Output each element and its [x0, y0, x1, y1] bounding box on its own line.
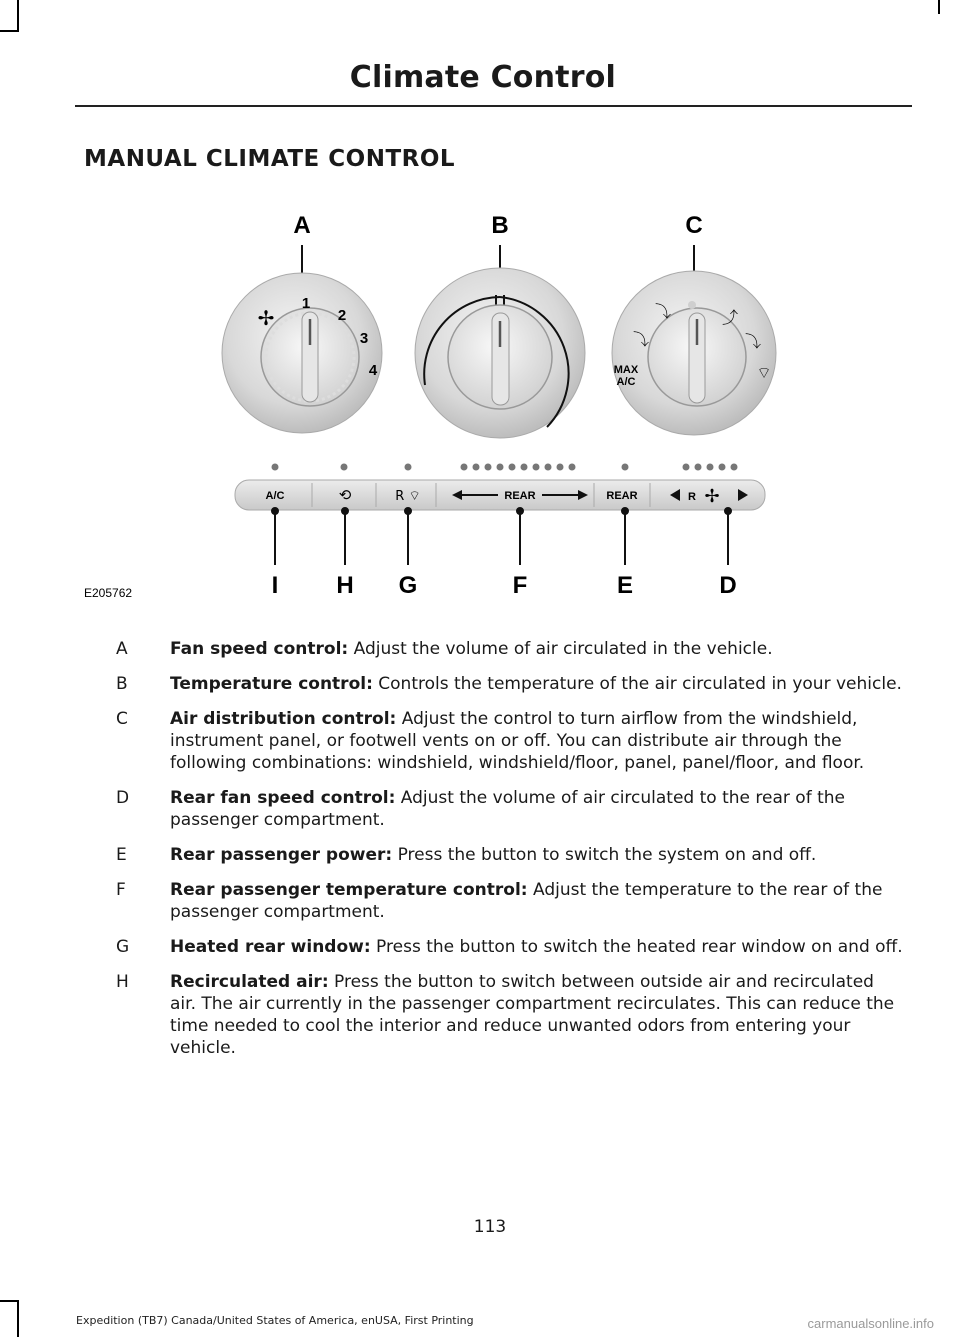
description-title: Air distribution control: — [170, 709, 397, 729]
header-divider — [75, 105, 912, 107]
defrost-icon: ⌔ — [756, 363, 772, 382]
description-letter: C — [116, 709, 128, 729]
fan-number-4: 4 — [368, 362, 378, 379]
callout-a: A — [293, 212, 311, 239]
description-title: Rear passenger temperature control: — [170, 880, 528, 900]
callout-g: G — [398, 572, 418, 599]
panel-vent-icon: ⤴ — [721, 308, 739, 327]
rear-fan-icon: ✢ — [704, 486, 720, 507]
crop-mark-bottom-left-h — [0, 1300, 19, 1302]
callout-c: C — [685, 212, 703, 239]
max-ac-label-ac: A/C — [616, 376, 636, 388]
description-item — [84, 673, 904, 695]
callout-d: D — [719, 572, 737, 599]
description-item — [84, 971, 904, 1059]
max-ac-label-max: MAX — [613, 364, 639, 376]
button-bar — [235, 480, 765, 510]
description-item — [84, 844, 904, 866]
climate-control-figure — [80, 195, 880, 610]
description-title: Fan speed control: — [170, 639, 349, 659]
watermark: carmanualsonline.info — [807, 1316, 934, 1331]
description-letter: F — [116, 880, 126, 900]
description-body: Press the button to switch the heated rear window on and off. — [370, 937, 903, 957]
floor-vent-icon: ⤵ — [654, 302, 672, 321]
description-body: Press the button to switch the system on and off. — [392, 845, 817, 865]
indicator-dots — [272, 464, 738, 471]
callout-e: E — [616, 572, 634, 599]
fan-number-3: 3 — [359, 330, 369, 347]
fan-speed-dial — [222, 273, 382, 433]
rear-fan-r-label: R — [688, 491, 696, 503]
crop-mark-bottom-left-v — [17, 1300, 19, 1337]
description-letter: A — [116, 639, 128, 659]
footer-text: Expedition (TB7) Canada/United States of America, enUSA, First Printing — [76, 1314, 474, 1327]
section-title: MANUAL CLIMATE CONTROL — [84, 146, 456, 172]
description-body: Adjust the volume of air circulated to the rear of the passenger compartment. — [170, 788, 845, 830]
heated-rear-window-icon: R ⌔ — [395, 489, 421, 504]
description-letter: D — [116, 788, 130, 808]
recirculation-icon: ⟲ — [338, 486, 352, 504]
description-item — [84, 708, 904, 774]
description-body: Press the button to switch between outside air and recirculated air. The air currently in the passenger compartment recirculates. This can reduce the time needed to cool the interior and reduce unwanted odors from entering your vehicle. — [170, 972, 895, 1058]
description-letter: H — [116, 972, 129, 992]
callout-f: F — [512, 572, 528, 599]
description-title: Recirculated air: — [170, 972, 329, 992]
ac-button-label: A/C — [265, 490, 285, 502]
description-letter: B — [116, 674, 128, 694]
page-number: 113 — [473, 1217, 507, 1237]
rear-temp-button-label: REAR — [504, 490, 536, 502]
windshield-floor-icon: ⤵ — [744, 332, 762, 351]
crop-mark-top-right — [938, 0, 940, 14]
rear-power-button-label: REAR — [606, 490, 638, 502]
description-item — [84, 879, 904, 923]
fan-speed-icon: ✢ — [257, 306, 275, 330]
fan-number-2: 2 — [337, 307, 347, 324]
callout-h: H — [336, 572, 354, 599]
description-body: Adjust the temperature to the rear of the passenger compartment. — [170, 880, 883, 922]
description-letter: G — [116, 937, 130, 957]
crop-mark-top-left-v — [17, 0, 19, 30]
description-title: Heated rear window: — [170, 937, 371, 957]
description-body: Adjust the control to turn airflow from the windshield, instrument panel, or footwell vents on or off. You can distribute air through the following combinations: windshield, windshield/floor, panel, panel/floor, and floor. — [170, 709, 865, 773]
description-item — [84, 936, 904, 958]
description-list — [84, 638, 904, 1072]
callout-b: B — [491, 212, 509, 239]
fan-number-1: 1 — [301, 295, 311, 312]
crop-mark-top-left-h — [0, 30, 19, 32]
description-title: Rear fan speed control: — [170, 788, 396, 808]
description-title: Rear passenger power: — [170, 845, 393, 865]
figure-id: E205762 — [84, 586, 133, 600]
air-distribution-dial — [612, 271, 776, 435]
callout-i: I — [271, 572, 279, 599]
description-item — [84, 787, 904, 831]
temperature-dial — [415, 268, 585, 438]
description-item — [84, 638, 904, 660]
panel-floor-vent-icon: ⤵ — [632, 330, 650, 349]
description-title: Temperature control: — [170, 674, 373, 694]
page-header-title: Climate Control — [349, 60, 616, 95]
description-body: Adjust the volume of air circulated in the vehicle. — [348, 639, 773, 659]
description-letter: E — [116, 845, 127, 865]
description-body: Controls the temperature of the air circulated in your vehicle. — [372, 674, 902, 694]
